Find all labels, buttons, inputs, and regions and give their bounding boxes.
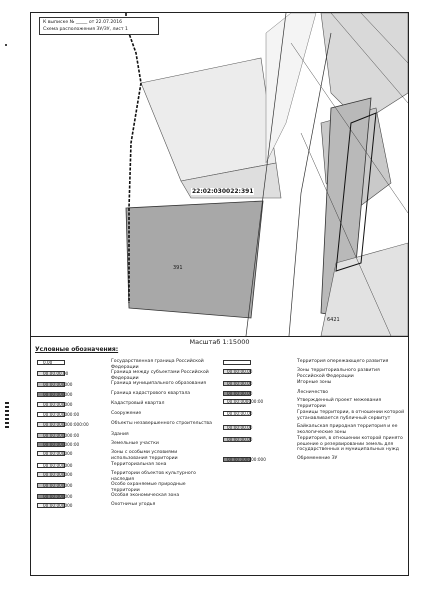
legend-description: Утвержденный проект межевания территории — [297, 398, 382, 409]
legend-code: 00:00:00.00 — [227, 411, 253, 416]
legend-description: Игорные зоны — [297, 380, 332, 385]
legend-description: Особо охраняемые природные территории — [111, 482, 186, 493]
header-line-1: К выписке № _____ от 22.07.2016 — [43, 20, 123, 25]
legend-description: Зоны с особыми условиями использования территории — [111, 450, 178, 461]
legend-code: 00:00:000000:00 — [43, 412, 80, 417]
legend-code: 0.00 — [43, 360, 53, 365]
header-line-2: Схема расположения ЗУ/ЗУ, лист 1 — [43, 27, 128, 32]
legend-code: 00:00:00.00 — [227, 381, 253, 386]
legend-description: Земельные участки — [111, 441, 159, 446]
legend-code: 00:00:000000 — [43, 494, 73, 499]
parcel-label-secondary: 6421 — [327, 317, 340, 323]
legend-code: 00:00:000000:00 — [227, 399, 264, 404]
legend-item — [35, 381, 217, 391]
legend-code: 00:00:000000 — [43, 392, 73, 397]
sheet-header — [39, 17, 159, 35]
legend-description: Обременение ЗУ — [297, 456, 338, 461]
legend-column-left — [35, 359, 217, 511]
legend-item — [221, 390, 406, 398]
legend-item — [221, 410, 406, 424]
legend-item — [35, 421, 217, 432]
legend-item — [221, 456, 406, 466]
legend-description: Сооружение — [111, 411, 142, 416]
legend-item — [35, 401, 217, 411]
legend-code: 00:00:000000:00 — [43, 442, 80, 447]
legend-column-right — [221, 359, 406, 466]
legend-code: 00:00:000000 — [43, 503, 73, 508]
legend-item — [35, 450, 217, 462]
legend-description: Граница муниципального образования — [111, 381, 207, 386]
legend-item — [35, 482, 217, 493]
legend-code: 00.00.00.00 — [43, 371, 69, 376]
legend-title: Условные обозначения: — [35, 346, 119, 353]
legend-item — [221, 359, 406, 368]
legend-description: Территориальная зона — [111, 462, 167, 467]
legend-item — [221, 424, 406, 436]
binding-mark — [5, 402, 9, 428]
document-sheet — [30, 12, 409, 576]
legend-item — [35, 462, 217, 471]
legend-item — [35, 493, 217, 502]
legend-description: Кадастровый квартал — [111, 401, 165, 406]
legend-code: 00:00:000000 — [43, 463, 73, 468]
legend-code: 00:00:000000 — [43, 402, 73, 407]
legend-description: Охотничьи угодья — [111, 502, 156, 507]
legend-item — [35, 441, 217, 450]
legend-item — [35, 391, 217, 401]
legend-code: 00:00:00.00 — [227, 369, 253, 374]
legend-code: 00:00:000000:000 — [227, 457, 266, 462]
parcel-road-strip — [266, 13, 316, 163]
parcel-label: 391 — [173, 265, 183, 271]
legend-code: 00:00:000000 — [43, 382, 73, 387]
legend-code: 00:00:000000 — [43, 483, 73, 488]
parcel-391 — [126, 201, 263, 318]
legend-description: Территория опережающего развития — [297, 359, 389, 364]
legend-item — [221, 380, 406, 390]
legend-item — [35, 359, 217, 370]
cadastral-number-label: 22:02:030022:391 — [192, 188, 254, 195]
legend-code: 00:00:00.00 — [227, 391, 253, 396]
cadastral-map — [31, 13, 408, 336]
map-area[interactable] — [31, 13, 408, 337]
legend-description: Государственная граница Российской Федерации — [111, 359, 204, 370]
legend-description: Зоны территориального развития Российской Федерации — [297, 368, 380, 379]
legend-description: Лесничество — [297, 390, 329, 395]
legend-description: Граница кадастрового квартала — [111, 391, 191, 396]
legend-item — [35, 432, 217, 441]
legend-description: Территория, в отношении которой принято решение о резервировании земель для государственных и муниципальных нужд — [297, 436, 403, 452]
legend-code: 00:00:000000 — [43, 472, 73, 477]
legend-description: Территории объектов культурного наследия — [111, 471, 196, 482]
map-scale: Масштаб 1:15000 — [189, 338, 250, 346]
parcel-top-left — [141, 58, 276, 181]
legend-code: 00:00:000000:000:00 — [43, 422, 89, 427]
legend-description: Здания — [111, 432, 129, 437]
legend-description: Граница между субъектами Российской Федерации — [111, 370, 209, 381]
legend-item — [221, 398, 406, 410]
legend-description: Границы территории, в отношении которой устанавливается публичный сервитут — [297, 410, 405, 421]
legend-code: 00:00:000000 — [43, 451, 73, 456]
legend-item — [221, 436, 406, 456]
legend-description: Байкальская природная территория и ее экологические зоны — [297, 424, 398, 435]
scan-artifact-dot — [5, 44, 7, 46]
legend-code: 00:00:00.00 — [227, 437, 253, 442]
legend-code: 00:00:00.00 — [227, 425, 253, 430]
legend-symbol-icon — [223, 360, 251, 365]
legend-description: Особая экономическая зона — [111, 493, 180, 498]
legend-item — [221, 368, 406, 380]
legend-item — [35, 471, 217, 482]
legend-item — [35, 370, 217, 381]
legend-code: 00:00:000000:00 — [43, 433, 80, 438]
legend-item — [35, 502, 217, 511]
legend-item — [35, 411, 217, 421]
legend-description: Объекты незавершенного строительства — [111, 421, 212, 426]
